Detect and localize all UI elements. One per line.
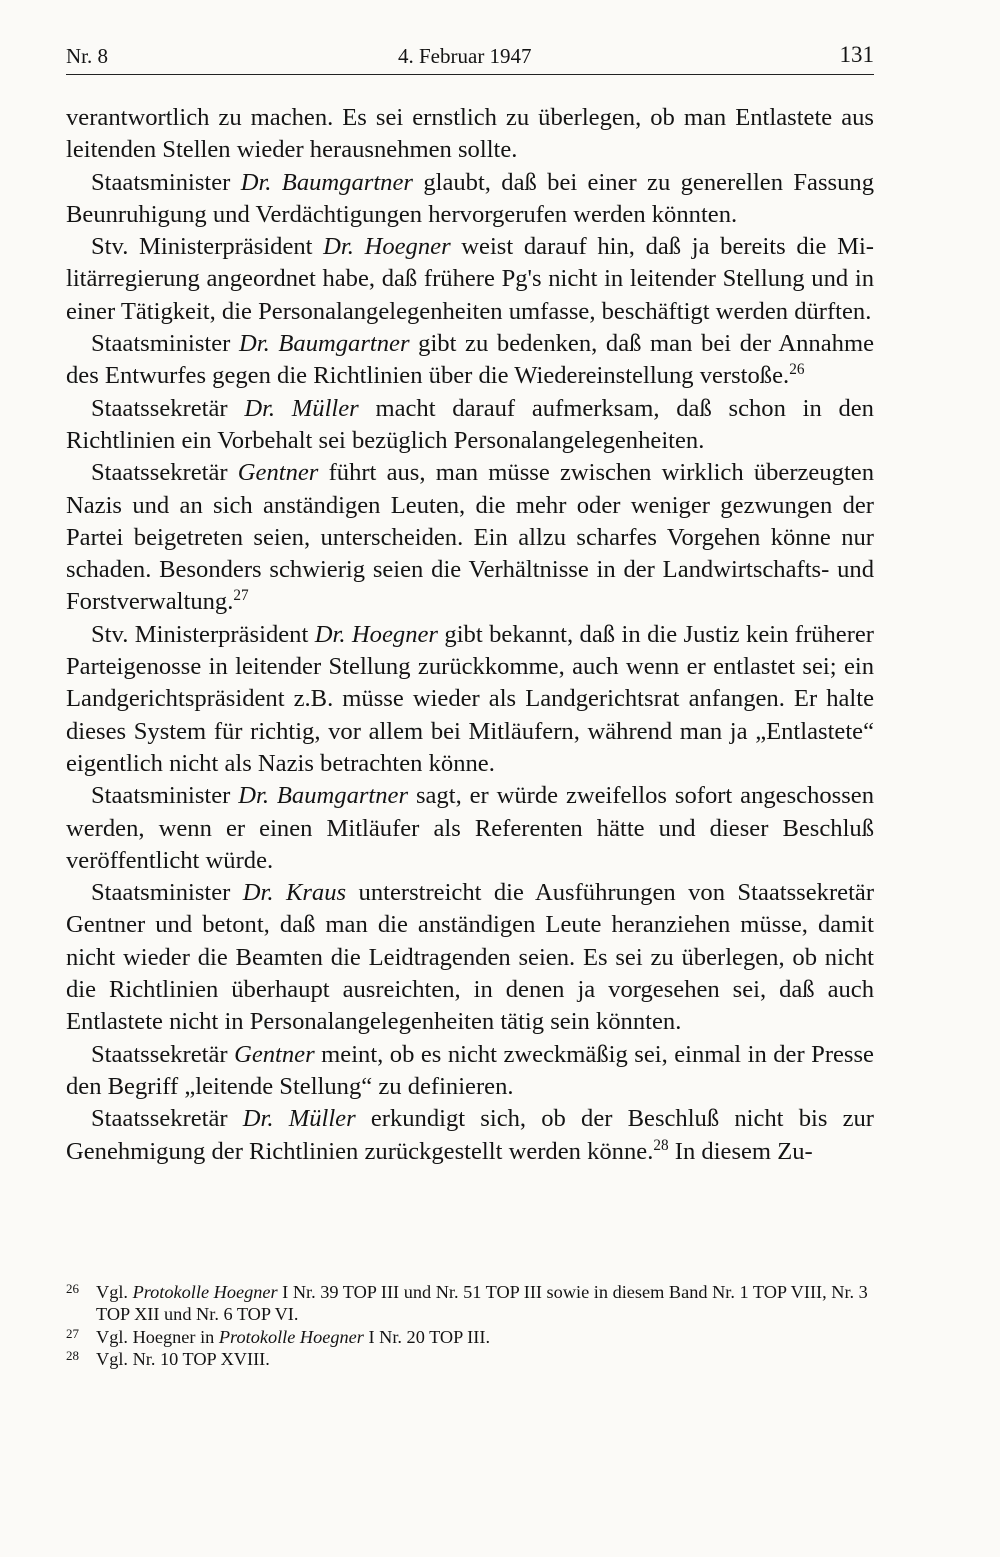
text-run: Staatssekretär bbox=[91, 459, 238, 487]
footnote bbox=[66, 1326, 874, 1348]
text-run: Vgl. Nr. 10 TOP XVIII. bbox=[96, 1348, 270, 1369]
text-run: verantwortlich zu machen. Es sei ernstlich zu überlegen, ob man Entlastete aus leitenden Stellen wieder herausnehmen sollte. bbox=[66, 104, 874, 164]
speaker-name: Dr. Müller bbox=[242, 1105, 356, 1133]
paragraph bbox=[66, 619, 874, 780]
paragraph bbox=[66, 231, 874, 328]
footnote-ref: 26 bbox=[789, 361, 805, 379]
paragraph bbox=[66, 167, 874, 232]
footnote-number: 26 bbox=[66, 1281, 79, 1296]
speaker-name: Dr. Hoegner bbox=[314, 620, 438, 648]
speaker-name: Dr. Kraus bbox=[242, 879, 347, 907]
speaker-name: Dr. Hoegner bbox=[323, 233, 451, 261]
paragraph bbox=[66, 393, 874, 458]
speaker-name: Gentner bbox=[237, 459, 319, 487]
speaker-name: Gentner bbox=[234, 1040, 315, 1068]
footnote bbox=[66, 1348, 874, 1370]
paragraph bbox=[66, 328, 874, 393]
footnote bbox=[66, 1281, 874, 1326]
speaker-name: Dr. Baumgartner bbox=[240, 168, 413, 196]
paragraph bbox=[66, 780, 874, 877]
footnote-number: 28 bbox=[66, 1347, 79, 1363]
text-run: unterstreicht die Ausführungen von Staatssekretär Gentner und betont, daß man die anständigen Leute heranziehen müsse, damit nicht wieder die Beamten die Leidtragenden seien. Es sei zu überlegen, ob nicht die Richtlinien überhaupt ausreichten, in denen ja vorgesehen sei, daß auch Entlastete nicht in Personalangelegenheiten tätig sein könnten. bbox=[66, 879, 875, 1036]
text-run: glaubt, daß bei einer zu generellen Fassung Beunruhigung und Verdächtigungen hervorgerufen werden könnten. bbox=[66, 168, 874, 228]
speaker-name: Protokolle Hoegner bbox=[218, 1326, 364, 1347]
session-date: 4. Februar 1947 bbox=[398, 44, 532, 68]
speaker-name: Protokolle Hoegner bbox=[132, 1282, 278, 1302]
text-run: Staatsminister bbox=[91, 168, 241, 196]
text-run: Stv. Ministerpräsident bbox=[91, 620, 315, 648]
text-run: I Nr. 20 TOP III. bbox=[363, 1326, 491, 1347]
speaker-name: Dr. Baumgartner bbox=[238, 782, 409, 810]
text-run: Staatssekretär bbox=[91, 394, 245, 422]
paragraph bbox=[66, 877, 874, 1038]
text-run: Staatsminister bbox=[91, 879, 243, 907]
text-run: gibt bekannt, daß in die Justiz kein früherer Parteigenosse in leitender Stellung zurückkomme, auch wenn er entlastet sei; ein Landgerichtspräsident z.B. müsse wieder als Landgerichtsrat anfangen. Er halte dieses System für richtig, vor allem bei Mitläufern, während man ja „Entlastete“ eigentlich nicht als Nazis betrachten könne. bbox=[66, 620, 874, 777]
text-run: erkundigt sich, ob der Beschluß nicht bis zur Genehmigung der Richtlinien zurückgestellt werden könne. bbox=[66, 1105, 874, 1165]
speaker-name: Dr. Baumgartner bbox=[238, 330, 410, 358]
text-run: weist darauf hin, daß ja bereits die Militärregierung angeordnet habe, daß frühere Pg's nicht in leitender Stellung und in einer Tätigkeit, die Personalangelegenheiten umfasse, beschäftigt werden dürften. bbox=[66, 233, 874, 325]
text-run: I Nr. 39 TOP III und Nr. 51 TOP III sowie in diesem Band Nr. 1 TOP VIII, Nr. 3 TOP XII und Nr. 6 TOP VI. bbox=[96, 1282, 868, 1325]
footnotes bbox=[66, 1281, 874, 1370]
text-run: sagt, er würde zweifellos sofort angeschossen werden, wenn er einen Mitläufer als Referenten hätte und dieser Beschluß veröffentlicht würde. bbox=[66, 782, 875, 874]
footnote-ref: 27 bbox=[233, 587, 249, 605]
text-run: meint, ob es nicht zweckmäßig sei, einmal in der Presse den Begriff „leitende Stellung“ zu definieren. bbox=[66, 1040, 874, 1100]
paragraph bbox=[66, 457, 874, 618]
text-run: Staatsminister bbox=[91, 782, 239, 810]
text-run: Vgl. bbox=[96, 1282, 133, 1302]
footnote-number: 27 bbox=[66, 1325, 79, 1341]
body-text bbox=[66, 102, 874, 1168]
page-number: 131 bbox=[839, 42, 874, 67]
paragraph bbox=[66, 1103, 874, 1168]
text-run: Staatssekretär bbox=[91, 1105, 243, 1133]
text-run: In diesem Zu- bbox=[668, 1137, 813, 1165]
text-run: führt aus, man müsse zwischen wirklich überzeugten Nazis und an sich anständigen Leuten, die mehr oder weniger gezwungen der Partei beigetreten seien, unterscheiden. Ein allzu scharfes Vorgehen könne nur schaden. Besonders schwierig seien die Verhältnisse in der Landwirtschafts- und Forstverwaltung. bbox=[66, 459, 874, 616]
speaker-name: Dr. Müller bbox=[244, 394, 359, 422]
text-run: Staatsminister bbox=[91, 330, 239, 358]
paragraph bbox=[66, 1039, 874, 1104]
running-head bbox=[66, 40, 874, 75]
text-run: gibt zu bedenken, daß man bei der Annahme des Entwurfes gegen die Richtlinien über die Wiedereinstellung verstoße. bbox=[66, 330, 874, 390]
footnote-ref: 28 bbox=[653, 1136, 669, 1154]
text-run: Vgl. Hoegner in bbox=[96, 1326, 219, 1347]
text-run: macht darauf aufmerksam, daß schon in den Richtlinien ein Vorbehalt sei bezüglich Personalangelegenheiten. bbox=[66, 394, 874, 454]
text-run: Staatssekretär bbox=[91, 1040, 235, 1068]
paragraph bbox=[66, 102, 874, 167]
issue-number: Nr. 8 bbox=[66, 44, 108, 68]
text-run: Stv. Ministerpräsident bbox=[91, 233, 324, 261]
